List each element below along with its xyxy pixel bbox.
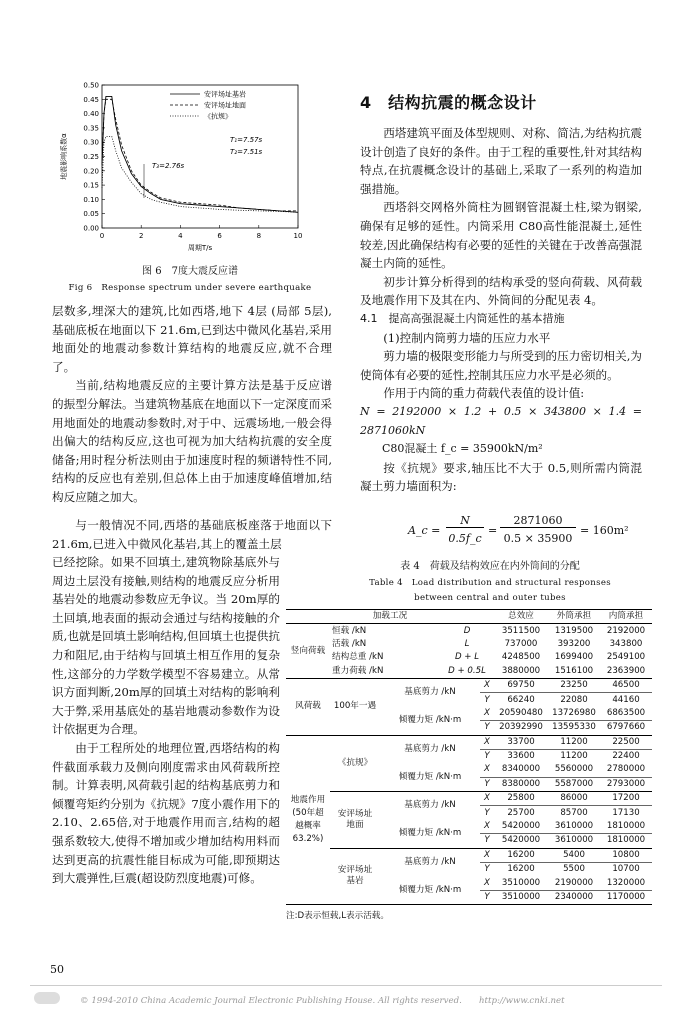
period-label-t1: T₁=7.57s xyxy=(230,136,263,144)
table-caption-en-1: Table 4 Load distribution and structural responses xyxy=(369,578,611,588)
right-paragraph-6: 按《抗规》要求,轴压比不大于 0.5,则所需内筒混凝土剪力墙面积为: xyxy=(360,460,642,494)
equation-rhs: = 160m² xyxy=(580,524,629,537)
axis-cell: X xyxy=(480,678,494,692)
cell-total: 20392990 xyxy=(494,721,548,735)
cell-inner: 2192000 xyxy=(606,625,646,636)
wind-sub-label: 100年一遇 xyxy=(330,678,380,735)
vertical-group-label: 竖向荷载 xyxy=(286,624,330,679)
axis-cell: Y xyxy=(480,777,494,791)
axis-cell: Y xyxy=(480,834,494,848)
cell-inner: 2780000 xyxy=(600,763,652,777)
cell-total: 20590480 xyxy=(494,707,548,721)
cell-inner: 2363900 xyxy=(600,665,652,679)
cell-total: 737000 xyxy=(504,638,538,649)
cell-outer: 3610000 xyxy=(548,820,600,834)
left-paragraph-1: 层数多,埋深大的建筑,比如西塔,地下 4层 (局部 5层),基础底板在地面以下 21.6m,已到达中微风化基岩,采用地面处的地震动参数计算结构的地震反应,就不合理了。 xyxy=(52,304,332,374)
x-tick-label: 2 xyxy=(138,232,144,240)
page-number: 50 xyxy=(50,963,64,976)
row-formula: L xyxy=(464,638,470,649)
cell-outer: 85700 xyxy=(560,807,588,818)
left-paragraph-3-start: 与一般情况不同,西塔的基础底板座落于地面以下 21.6m,已进入中微风化基岩,其上的覆盖土层 xyxy=(52,518,332,551)
cell-total: 66240 xyxy=(507,694,535,705)
x-tick-label: 10 xyxy=(293,232,303,240)
y-tick-label: 0.50 xyxy=(83,81,99,90)
left-paragraph-3-rest: 已经挖除。如果不回填土,建筑物除基底外与周边土层没有接触,则结构的地震反应分析用基岩处的地震动参数应无争议。当 20m厚的土回填,地表面的振动会通过与结构接触的介质,也就是回填土影响结构,但回填土也提供抗力和阻尼,由于结构与回填土相互作用的复杂性,这部分的力学数学模型不容易建立。从常识方面判断,20m厚的回填土对结构的影响利大于弊,采用基底处的基岩地震动参数作为设计依据更为合理。 xyxy=(52,555,280,737)
row-label: 活载 /kN xyxy=(332,638,367,649)
rock-sub-label: 安评场址 基岩 xyxy=(330,848,380,905)
section-title: 4 结构抗震的概念设计 xyxy=(360,93,537,112)
cell-total: 8380000 xyxy=(494,777,548,791)
axis-cell: X xyxy=(480,820,494,834)
cell-inner: 44160 xyxy=(612,694,640,705)
cell-inner: 1320000 xyxy=(600,876,652,890)
cell-outer: 86000 xyxy=(548,792,600,806)
table-row xyxy=(286,735,652,749)
table-row xyxy=(286,678,652,692)
cell-outer: 5400 xyxy=(548,848,600,862)
left-paragraph-4: 由于工程所处的地理位置,西塔结构的构件截面承载力及侧向刚度需求由风荷载所控制。计算表明,风荷载引起的结构基底剪力和倾覆弯矩约分别为《抗规》7度小震作用下的 2.10、2.65倍,对于地震作用而言,结构的超强系数较大,使得不增加或少增加结构用料而达到更高的抗震性能目标成为可能,即预期达到大震弹性,巨震(超设防烈度地震)可修。 xyxy=(52,740,280,886)
table-header-row xyxy=(286,610,652,624)
left-column-top xyxy=(52,302,332,507)
cell-outer: 23250 xyxy=(548,678,600,692)
legend-label: 《抗规》 xyxy=(204,112,232,121)
y-tick-label: 0.25 xyxy=(83,153,99,161)
shear-label: 基底剪力 /kN xyxy=(404,800,456,811)
cell-inner: 1810000 xyxy=(600,834,652,848)
figure-caption-cn: 图 6 7度大震反应谱 xyxy=(142,266,238,277)
header-outer: 外筒承担 xyxy=(548,610,600,624)
table-row xyxy=(286,624,652,638)
period-label-t2: T₂=7.51s xyxy=(230,148,263,156)
axis-cell: Y xyxy=(484,807,490,818)
subsubsection-title: (1)控制内筒剪力墙的压应力水平 xyxy=(383,330,551,345)
y-tick-label: 0.10 xyxy=(83,195,99,204)
cell-total: 33700 xyxy=(494,735,548,749)
table-row xyxy=(286,792,652,806)
code-sub-label: 《抗规》 xyxy=(330,735,380,792)
cell-total: 25700 xyxy=(507,807,535,818)
equation-equals: = xyxy=(488,524,498,537)
table-caption-en-2: between central and outer tubes xyxy=(414,593,566,603)
lateral-load-rows xyxy=(286,678,652,904)
cell-outer: 13726980 xyxy=(548,707,600,721)
cell-inner: 6797660 xyxy=(600,721,652,735)
y-tick-label: 0.45 xyxy=(83,95,99,104)
cell-total: 5420000 xyxy=(494,834,548,848)
axis-cell: X xyxy=(480,848,494,862)
x-tick-label: 8 xyxy=(256,232,262,240)
right-paragraph-3: 初步计算分析得到的结构承受的竖向荷载、风荷载及地震作用下及其在内、外筒间的分配见表 4。 xyxy=(360,274,642,308)
table-row xyxy=(286,638,652,651)
left-column-narrow xyxy=(52,553,280,888)
response-spectrum-chart xyxy=(52,80,322,280)
cell-inner: 2793000 xyxy=(600,777,652,791)
shear-label: 基底剪力 /kN xyxy=(404,687,456,698)
cell-outer: 1516100 xyxy=(548,665,600,679)
y-axis-label: 地震影响系数α xyxy=(60,133,68,180)
vertical-load-rows xyxy=(286,624,652,679)
axis-cell: Y xyxy=(480,890,494,904)
axis-cell: Y xyxy=(484,751,490,762)
cell-inner: 1810000 xyxy=(600,820,652,834)
cell-outer: 13595330 xyxy=(548,721,600,735)
cell-total: 5420000 xyxy=(494,820,548,834)
cell-outer: 3610000 xyxy=(548,834,600,848)
cell-outer: 1699400 xyxy=(554,652,594,663)
subsection-title: 4.1 提高高强混凝土内筒延性的基本措施 xyxy=(360,311,565,325)
footer-divider xyxy=(30,985,662,986)
moment-label: 倾覆力矩 /kN·m xyxy=(380,763,480,791)
y-tick-label: 0.35 xyxy=(83,124,99,133)
wind-group-label: 风荷载 xyxy=(286,678,330,735)
cell-total: 3510000 xyxy=(494,876,548,890)
table-4 xyxy=(286,609,652,921)
x-axis-label: 周期T/s xyxy=(187,244,213,252)
cell-inner: 10800 xyxy=(600,848,652,862)
axis-cell: X xyxy=(480,792,494,806)
equation-frac2-den: 0.5 × 35900 xyxy=(503,532,573,545)
left-paragraph-2: 当前,结构地震反应的主要计算方法是基于反应谱的振型分解法。当建筑物基底在地面以下一定深度而采用地面处的地震动参数时,对于中、远震场地,一般会得出偏大的结构反应,这也可视为加大结构抗震的安全度储备;用时程分析法则由于加速度时程的频谱特性不同,结构的反应也有差别,但总体上由于加速度峰值增加,结构反应随之加大。 xyxy=(52,378,332,504)
y-tick-label: 0.00 xyxy=(83,224,99,233)
row-formula: D xyxy=(463,625,471,636)
cell-inner: 22500 xyxy=(600,735,652,749)
cell-inner: 2549100 xyxy=(606,652,646,663)
equation-fc: C80混凝土 f_c = 35900kN/m² xyxy=(382,442,543,456)
cell-total: 3510000 xyxy=(494,890,548,904)
right-paragraph-2: 西塔斜交网格外筒柱为圆钢管混凝土柱,梁为钢梁,确保有足够的延性。内筒采用 C80高性能混凝土,延性较差,因此确保结构有必要的延性的关键在于改善高强混凝土内筒的延性。 xyxy=(360,200,642,271)
cell-total: 25800 xyxy=(494,792,548,806)
row-label: 结构总重 /kN xyxy=(332,652,384,663)
legend-label: 安评场址基岩 xyxy=(204,90,246,99)
x-tick-label: 6 xyxy=(217,232,222,240)
cell-inner: 17130 xyxy=(612,807,640,818)
cell-inner: 10700 xyxy=(612,864,640,875)
cell-total: 3880000 xyxy=(494,665,548,679)
equation-frac1-den: 0.5f_c xyxy=(448,532,482,545)
cell-inner: 46500 xyxy=(600,678,652,692)
cell-outer: 1319500 xyxy=(554,625,594,636)
equation-n: N = 2192000 × 1.2 + 0.5 × 343800 × 1.4 = 2871060kN xyxy=(360,404,642,437)
y-tick-label: 0.40 xyxy=(83,110,99,119)
figure-6 xyxy=(52,80,322,280)
eq-group-label: 地震作用 (50年超 越概率 63.2%) xyxy=(286,735,330,905)
x-tick-label: 4 xyxy=(178,232,183,240)
series-line-1 xyxy=(102,99,298,211)
left-column-mid xyxy=(52,516,332,553)
cell-outer: 5587000 xyxy=(548,777,600,791)
axis-cell: Y xyxy=(480,721,494,735)
axis-cell: X xyxy=(480,735,494,749)
equation-frac1-num: N xyxy=(446,514,484,528)
cell-inner: 22400 xyxy=(612,751,640,762)
shear-label: 基底剪力 /kN xyxy=(404,857,456,868)
axis-cell: X xyxy=(480,763,494,777)
x-tick-label: 0 xyxy=(99,232,105,240)
table-row xyxy=(286,665,652,679)
legend-label: 安评场址地面 xyxy=(204,101,246,110)
cell-total: 16200 xyxy=(507,864,535,875)
cell-total: 3511500 xyxy=(501,625,541,636)
cell-inner: 343800 xyxy=(609,638,643,649)
header-total: 总效应 xyxy=(494,610,548,624)
equation-ac-lhs: A_c = xyxy=(408,524,441,537)
moment-label: 倾覆力矩 /kN·m xyxy=(380,820,480,848)
figure-caption-en: Fig 6 Response spectrum under severe earthquake xyxy=(68,283,312,293)
equation-ac xyxy=(408,512,638,550)
moment-label: 倾覆力矩 /kN·m xyxy=(380,876,480,904)
axis-cell: X xyxy=(480,876,494,890)
axis-cell: X xyxy=(480,707,494,721)
cell-outer: 5500 xyxy=(563,864,585,875)
cell-total: 16200 xyxy=(494,848,548,862)
footer-copyright: © 1994-2010 China Academic Journal Electronic Publishing House. All rights reserved. http://www.cnki.net xyxy=(80,996,565,1006)
cell-total: 4248500 xyxy=(501,652,541,663)
y-tick-label: 0.05 xyxy=(83,210,99,219)
series-line-0 xyxy=(102,96,298,212)
row-formula: D + 0.5L xyxy=(440,665,494,679)
cell-outer: 5560000 xyxy=(548,763,600,777)
cell-outer: 2190000 xyxy=(548,876,600,890)
cell-outer: 11200 xyxy=(560,751,588,762)
axis-cell: Y xyxy=(484,694,490,705)
row-formula: D + L xyxy=(454,652,480,663)
cell-outer: 11200 xyxy=(548,735,600,749)
right-column xyxy=(360,124,642,496)
cell-outer: 2340000 xyxy=(548,890,600,904)
table-caption-cn: 表 4 荷载及结构效应在内外筒间的分配 xyxy=(400,561,580,572)
y-tick-label: 0.15 xyxy=(83,181,99,190)
footer-logo-icon xyxy=(34,992,60,1004)
right-paragraph-1: 西塔建筑平面及体型规则、对称、简洁,为结构抗震设计创造了良好的条件。由于工程的重要性,针对其结构特点,在抗震概念设计的基础上,采取了一系列的构造加强措施。 xyxy=(360,126,642,196)
row-label: 恒载 /kN xyxy=(332,625,367,636)
cell-total: 69750 xyxy=(494,678,548,692)
shear-label: 基底剪力 /kN xyxy=(404,743,456,754)
y-tick-label: 0.20 xyxy=(83,167,99,176)
cell-outer: 393200 xyxy=(557,638,591,649)
right-paragraph-4: 剪力墙的极限变形能力与所受到的压力密切相关,为使筒体有必要的延性,控制其压应力水平是必须的。 xyxy=(360,349,642,382)
axis-cell: Y xyxy=(484,864,490,875)
moment-label: 倾覆力矩 /kN·m xyxy=(380,707,480,735)
y-tick-label: 0.30 xyxy=(83,138,99,147)
plot-frame xyxy=(102,85,298,228)
cell-total: 8340000 xyxy=(494,763,548,777)
cell-inner: 6863500 xyxy=(600,707,652,721)
period-label-t3: T₃=2.76s xyxy=(152,162,185,170)
table-row xyxy=(286,651,652,664)
equation-frac2-num: 2871060 xyxy=(500,514,576,528)
header-inner: 内筒承担 xyxy=(600,610,652,624)
cell-total: 33600 xyxy=(507,751,535,762)
table-row xyxy=(286,848,652,862)
cell-inner: 1170000 xyxy=(600,890,652,904)
right-paragraph-5: 作用于内筒的重力荷载代表值的设计值: xyxy=(383,386,585,401)
ground-sub-label: 安评场址 地面 xyxy=(330,792,380,849)
row-label: 重力荷载 /kN xyxy=(330,665,440,679)
cell-inner: 17200 xyxy=(600,792,652,806)
cell-outer: 22080 xyxy=(560,694,588,705)
header-load-case: 加载工况 xyxy=(286,610,494,624)
table-note: 注:D表示恒载,L表示活载。 xyxy=(286,911,389,922)
